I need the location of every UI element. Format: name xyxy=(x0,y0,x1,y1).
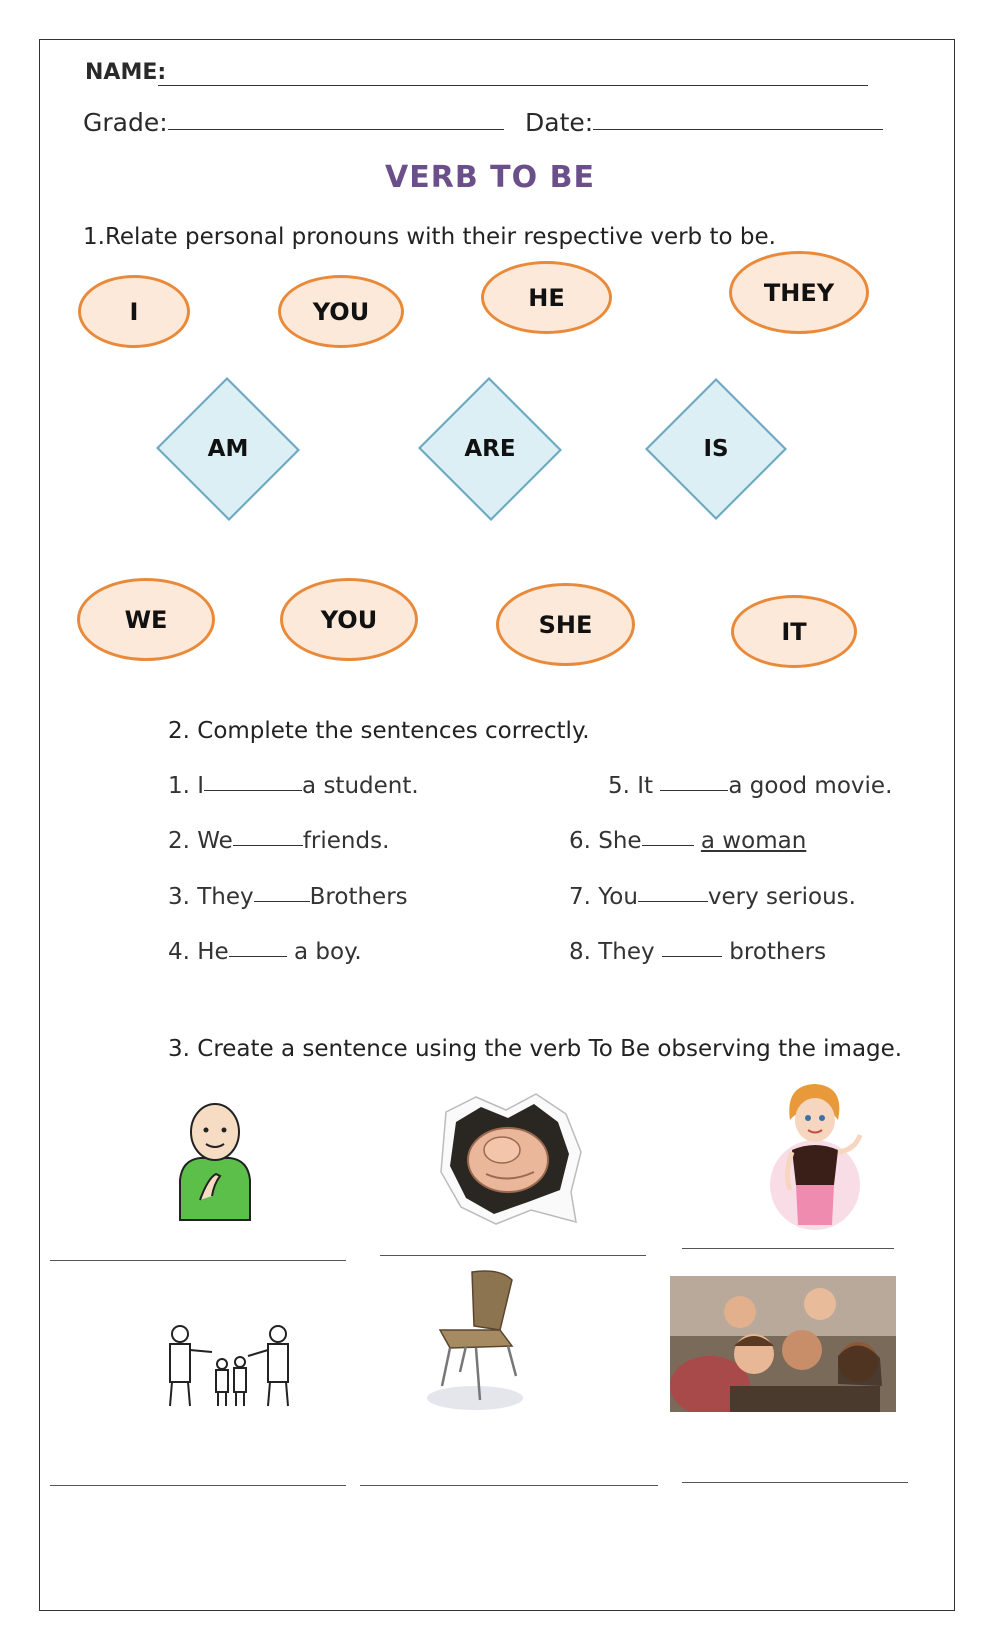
sentence-start: 7. You xyxy=(569,884,638,910)
sentence-start: 3. They xyxy=(168,884,254,910)
pronoun-oval-you[interactable] xyxy=(278,275,404,348)
answer-line-4[interactable] xyxy=(50,1485,346,1486)
pronoun-oval-she[interactable] xyxy=(496,583,635,666)
pronoun-label: YOU xyxy=(312,297,370,326)
answer-line-6[interactable] xyxy=(682,1482,908,1483)
sentence-end: a good movie. xyxy=(728,773,893,799)
sentence-3 xyxy=(168,884,408,910)
verb-diamond-is[interactable] xyxy=(645,378,787,520)
answer-line-2[interactable] xyxy=(380,1255,646,1256)
answer-blank[interactable] xyxy=(254,900,310,902)
sentence-start: 1. I xyxy=(168,773,205,799)
sentence-end: a woman xyxy=(700,828,807,854)
pronoun-oval-it[interactable] xyxy=(731,595,857,668)
pronoun-label: THEY xyxy=(763,278,835,307)
sentence-start: 5. It xyxy=(608,773,654,799)
sentence-4 xyxy=(168,939,362,965)
answer-blank[interactable] xyxy=(204,789,302,791)
answer-blank[interactable] xyxy=(660,789,728,791)
name-label: NAME: xyxy=(85,60,167,85)
pronoun-label: SHE xyxy=(538,610,593,639)
page-title: VERB TO BE xyxy=(385,160,595,195)
pronoun-label: WE xyxy=(124,605,168,634)
pronoun-label: I xyxy=(129,297,139,326)
pronoun-oval-we[interactable] xyxy=(77,578,215,661)
sentence-end: a student. xyxy=(302,773,419,799)
verb-label: IS xyxy=(703,436,729,462)
sentence-start: 2. We xyxy=(168,828,233,854)
finger-pointing-image xyxy=(436,1092,586,1227)
sentence-end: very serious. xyxy=(707,884,856,910)
sentence-8 xyxy=(569,939,826,965)
pronoun-oval-you-2[interactable] xyxy=(280,578,418,661)
sentence-6 xyxy=(569,828,806,854)
verb-diamond-are[interactable] xyxy=(417,378,563,520)
name-line[interactable] xyxy=(158,85,868,86)
answer-line-1[interactable] xyxy=(50,1260,346,1261)
exercise1-instruction: 1.Relate personal pronouns with their respective verb to be. xyxy=(83,224,776,250)
exercise3-instruction: 3. Create a sentence using the verb To Be observing the image. xyxy=(168,1036,903,1062)
pronoun-oval-i[interactable] xyxy=(78,275,190,348)
date-line[interactable] xyxy=(593,129,883,130)
answer-blank[interactable] xyxy=(642,844,694,846)
pronoun-label: HE xyxy=(528,283,565,312)
date-label: Date: xyxy=(525,108,594,137)
boy-pointing-self-image xyxy=(170,1100,260,1222)
sentence-start: 8. They xyxy=(569,939,655,965)
answer-line-5[interactable] xyxy=(360,1485,658,1486)
answer-blank[interactable] xyxy=(638,900,708,902)
sentence-end: Brothers xyxy=(309,884,408,910)
answer-blank[interactable] xyxy=(662,955,722,957)
pronoun-label: YOU xyxy=(320,605,378,634)
friends-group-photo xyxy=(670,1276,896,1412)
answer-blank[interactable] xyxy=(229,955,287,957)
verb-label: AM xyxy=(207,436,249,462)
grade-label: Grade: xyxy=(83,108,168,137)
sentence-end: friends. xyxy=(302,828,390,854)
sentence-2 xyxy=(168,828,389,854)
pronoun-oval-they[interactable] xyxy=(729,251,869,334)
exercise2-instruction: 2. Complete the sentences correctly. xyxy=(168,718,590,744)
verb-label: ARE xyxy=(464,436,516,462)
chair-image xyxy=(420,1268,530,1416)
pronoun-label: IT xyxy=(781,617,807,646)
verb-diamond-am[interactable] xyxy=(155,378,301,520)
woman-image xyxy=(760,1080,870,1230)
pronoun-oval-he[interactable] xyxy=(481,261,612,334)
sentence-7 xyxy=(569,884,856,910)
sentence-start: 4. He xyxy=(168,939,229,965)
grade-line[interactable] xyxy=(168,129,504,130)
sentence-end: brothers xyxy=(729,939,827,965)
sentence-end: a boy. xyxy=(294,939,362,965)
sentence-5 xyxy=(608,773,892,799)
sentence-1 xyxy=(168,773,419,799)
people-pointing-image xyxy=(160,1322,300,1412)
answer-blank[interactable] xyxy=(233,844,303,846)
answer-line-3[interactable] xyxy=(682,1248,894,1249)
sentence-start: 6. She xyxy=(569,828,642,854)
